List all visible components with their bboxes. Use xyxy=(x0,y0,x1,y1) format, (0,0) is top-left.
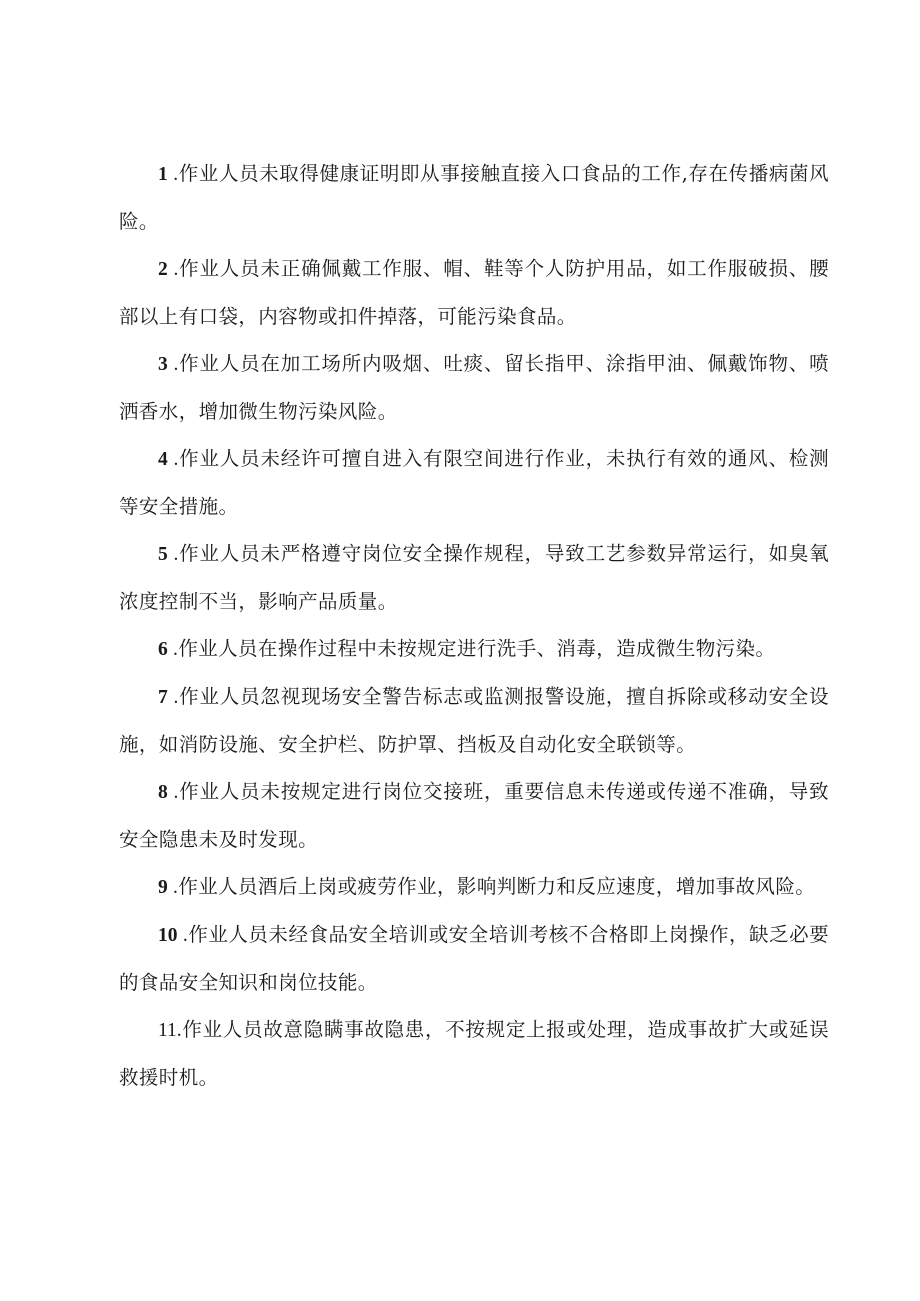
item-text: 作业人员未正确佩戴工作服、帽、鞋等个人防护用品，如工作服破损、腰部以上有口袋，内容物或扣件掉落，可能污染食品。 xyxy=(119,257,829,328)
item-number: 6 xyxy=(158,639,168,660)
list-item xyxy=(119,245,829,340)
list-item xyxy=(119,673,829,768)
item-separator: . xyxy=(167,782,179,803)
item-separator: . xyxy=(167,449,179,470)
item-text: 作业人员在操作过程中未按规定进行洗手、消毒，造成微生物污染。 xyxy=(178,637,776,660)
item-separator: . xyxy=(176,1020,183,1041)
item-separator: . xyxy=(167,687,179,708)
item-number: 1 xyxy=(158,164,168,185)
item-separator: . xyxy=(177,925,189,946)
item-text: 作业人员未严格遵守岗位安全操作规程，导致工艺参数异常运行，如臭氧浓度控制不当，影响产品质量。 xyxy=(119,542,829,613)
item-number: 8 xyxy=(158,782,168,803)
item-number: 10 xyxy=(158,925,178,946)
list-item xyxy=(119,911,829,1006)
item-number: 9 xyxy=(158,877,168,898)
item-number: 2 xyxy=(158,259,168,280)
item-separator: . xyxy=(167,877,179,898)
list-item xyxy=(119,863,829,911)
item-text: 作业人员未按规定进行岗位交接班，重要信息未传递或传递不准确，导致安全隐患未及时发现。 xyxy=(119,780,829,851)
list-item xyxy=(119,150,829,245)
list-item xyxy=(119,340,829,435)
list-item xyxy=(119,435,829,530)
item-text: 作业人员故意隐瞒事故隐患，不按规定上报或处理，造成事故扩大或延误救援时机。 xyxy=(119,1018,829,1089)
list-item xyxy=(119,1006,829,1101)
list-item xyxy=(119,768,829,863)
item-separator: . xyxy=(167,354,179,375)
list-item xyxy=(119,530,829,625)
item-number: 4 xyxy=(158,449,168,470)
item-text: 作业人员未经许可擅自进入有限空间进行作业，未执行有效的通风、检测等安全措施。 xyxy=(119,447,829,518)
list-item xyxy=(119,625,829,673)
item-number: 5 xyxy=(158,544,168,565)
item-separator: . xyxy=(167,259,179,280)
item-text: 作业人员未取得健康证明即从事接触直接入口食品的工作,存在传播病菌风险。 xyxy=(119,162,829,233)
item-text: 作业人员未经食品安全培训或安全培训考核不合格即上岗操作，缺乏必要的食品安全知识和岗位技能。 xyxy=(119,923,829,994)
item-number: 3 xyxy=(158,354,168,375)
item-text: 作业人员在加工场所内吸烟、吐痰、留长指甲、涂指甲油、佩戴饰物、喷洒香水，增加微生物污染风险。 xyxy=(119,352,829,423)
item-number: 7 xyxy=(158,687,168,708)
item-separator: . xyxy=(167,164,179,185)
document-body xyxy=(119,150,829,1101)
item-number: 11 xyxy=(158,1020,177,1041)
item-text: 作业人员忽视现场安全警告标志或监测报警设施，擅自拆除或移动安全设施，如消防设施、安全护栏、防护罩、挡板及自动化安全联锁等。 xyxy=(119,685,829,756)
item-separator: . xyxy=(167,544,179,565)
item-text: 作业人员酒后上岗或疲劳作业，影响判断力和反应速度，增加事故风险。 xyxy=(178,875,816,898)
item-separator: . xyxy=(167,639,179,660)
